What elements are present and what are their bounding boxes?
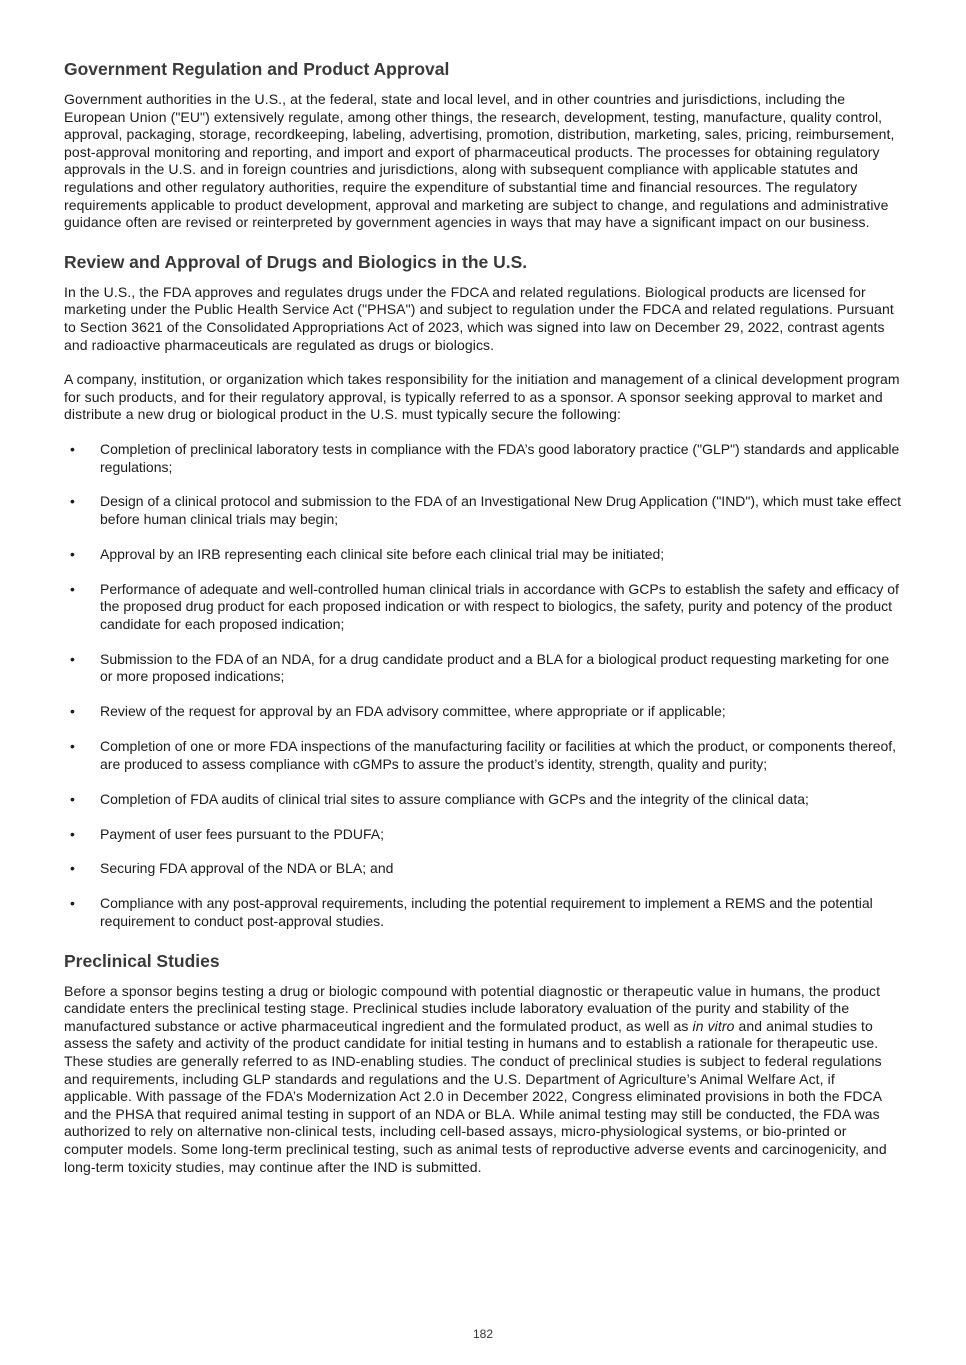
bullet-icon: • [70, 545, 75, 562]
list-item [64, 860, 904, 878]
approval-requirements-list [64, 441, 904, 931]
list-item [64, 441, 904, 476]
government-regulation-paragraph: Government authorities in the U.S., at the federal, state and local level, and in other countries and jurisdictions, including the European Union ("EU") extensively regulate, among other things, the research, development, testing, manufacture, quality control, approval, packaging, storage, recordkeeping, labeling, advertising, promotion, distribution, marketing, sales, pricing, reimbursement, post-approval monitoring and reporting, and import and export of pharmaceutical products. The processes for obtaining regulatory approvals in the U.S. and in foreign countries and jurisdictions, along with subsequent compliance with applicable statutes and regulations and other regulatory authorities, require the expenditure of substantial time and financial resources. The regulatory requirements applicable to product development, approval and marketing are subject to change, and regulations and administrative guidance often are revised or reinterpreted by government agencies in ways that may have a significant impact on our business. [64, 91, 895, 231]
list-item [64, 895, 904, 930]
page-number: 182 [472, 1327, 494, 1341]
list-item-text: Completion of FDA audits of clinical trial sites to assure compliance with GCPs and the integrity of the clinical data; [100, 790, 809, 807]
section-heading-government-regulation: Government Regulation and Product Approval [64, 59, 450, 79]
list-item-text: Securing FDA approval of the NDA or BLA; and [100, 860, 394, 877]
list-item [64, 581, 904, 634]
list-item [64, 826, 904, 844]
list-item-text: Payment of user fees pursuant to the PDUFA; [100, 825, 385, 842]
list-item-text: Completion of one or more FDA inspections of the manufacturing facility or facilities at which the product, or components thereof, are produced to assess compliance with cGMPs to assure the product’s identity, strength, quality and purity; [100, 738, 897, 772]
list-item-text: Completion of preclinical laboratory tests in compliance with the FDA’s good laboratory practice ("GLP") standards and applicable regulations; [100, 440, 900, 475]
bullet-icon: • [70, 703, 75, 720]
bullet-icon: • [70, 493, 75, 510]
section-heading-preclinical-studies: Preclinical Studies [64, 950, 220, 971]
list-item [64, 791, 904, 809]
list-item [64, 493, 904, 528]
bullet-icon: • [70, 738, 75, 755]
government-regulation-section [64, 56, 904, 232]
bullet-icon: • [70, 440, 75, 457]
list-item [64, 703, 904, 721]
review-approval-section [64, 249, 904, 931]
bullet-icon: • [70, 860, 75, 877]
bullet-icon: • [70, 650, 75, 667]
review-approval-paragraph-2: A company, institution, or organization which takes responsibility for the initiation and management of a clinical development program for such products, and for their regulatory approval, is typically referred to as a sponsor. A sponsor seeking approval to market and distribute a new drug or biological product in the U.S. must typically secure the following: [64, 371, 900, 423]
preclinical-studies-section [64, 948, 904, 1177]
preclinical-italic-term: in vitro [692, 1017, 735, 1034]
list-item [64, 738, 904, 773]
list-item-text: Submission to the FDA of an NDA, for a drug candidate product and a BLA for a biological product requesting marketing for one or more proposed indications; [100, 650, 890, 685]
bullet-icon: • [70, 790, 75, 807]
document-page [64, 56, 904, 1176]
list-item [64, 651, 904, 686]
preclinical-studies-paragraph [64, 983, 904, 1177]
bullet-icon: • [70, 580, 75, 597]
bullet-icon: • [70, 825, 75, 842]
list-item-text: Compliance with any post-approval requirements, including the potential requirement to implement a REMS and the potential requirement to conduct post-approval studies. [100, 895, 873, 929]
bullet-icon: • [70, 895, 75, 912]
list-item-text: Design of a clinical protocol and submission to the FDA of an Investigational New Drug Application ("IND"), which must take effect before human clinical trials may begin; [100, 493, 902, 527]
list-item-text: Review of the request for approval by an FDA advisory committee, where appropriate or if applicable; [100, 703, 726, 720]
review-approval-paragraph-1: In the U.S., the FDA approves and regulates drugs under the FDCA and related regulations. Biological products are licensed for marketing under the Public Health Service Act ("PHSA") and subject to regulation under the FDCA and related regulations. Pursuant to Section 3621 of the Consolidated Appropriations Act of 2023, which was signed into law on December 29, 2022, contrast agents and radioactive pharmaceuticals are regulated as drugs or biologics. [64, 283, 894, 353]
list-item-text: Approval by an IRB representing each clinical site before each clinical trial may be initiated; [100, 545, 665, 562]
preclinical-text-part-2: and animal studies to assess the safety and activity of the product candidate for initial testing in humans and to establish a rationale for therapeutic use. These studies are generally referred to as IND-enabling studies. The conduct of preclinical studies is subject to federal regulations and requirements, including GLP standards and regulations and the U.S. Department of Agriculture’s Animal Welfare Act, if applicable. With passage of the FDA’s Modernization Act 2.0 in December 2022, Congress eliminated provisions in both the FDCA and the PHSA that required animal testing in support of an NDA or BLA. While animal testing may still be conducted, the FDA was authorized to rely on alternative non-clinical tests, including cell-based assays, micro-physiological systems, or bio-printed or computer models. Some long-term preclinical testing, such as animal tests of reproductive adverse events and carcinogenicity, and long-term toxicity studies, may continue after the IND is submitted. [64, 1017, 887, 1175]
list-item [64, 546, 904, 564]
list-item-text: Performance of adequate and well-controlled human clinical trials in accordance with GCPs to establish the safety and efficacy of the proposed drug product for each proposed indication or with respect to biologics, the safety, purity and potency of the product candidate for each proposed indication; [100, 580, 899, 632]
section-heading-review-approval: Review and Approval of Drugs and Biologics in the U.S. [64, 251, 528, 272]
preclinical-text-part-1: Before a sponsor begins testing a drug or biologic compound with potential diagnostic or therapeutic value in humans, the product candidate enters the preclinical testing stage. Preclinical studies include laboratory evaluation of the purity and stability of the manufactured substance or active pharmaceutical ingredient and the formulated product, as well as [64, 982, 881, 1034]
